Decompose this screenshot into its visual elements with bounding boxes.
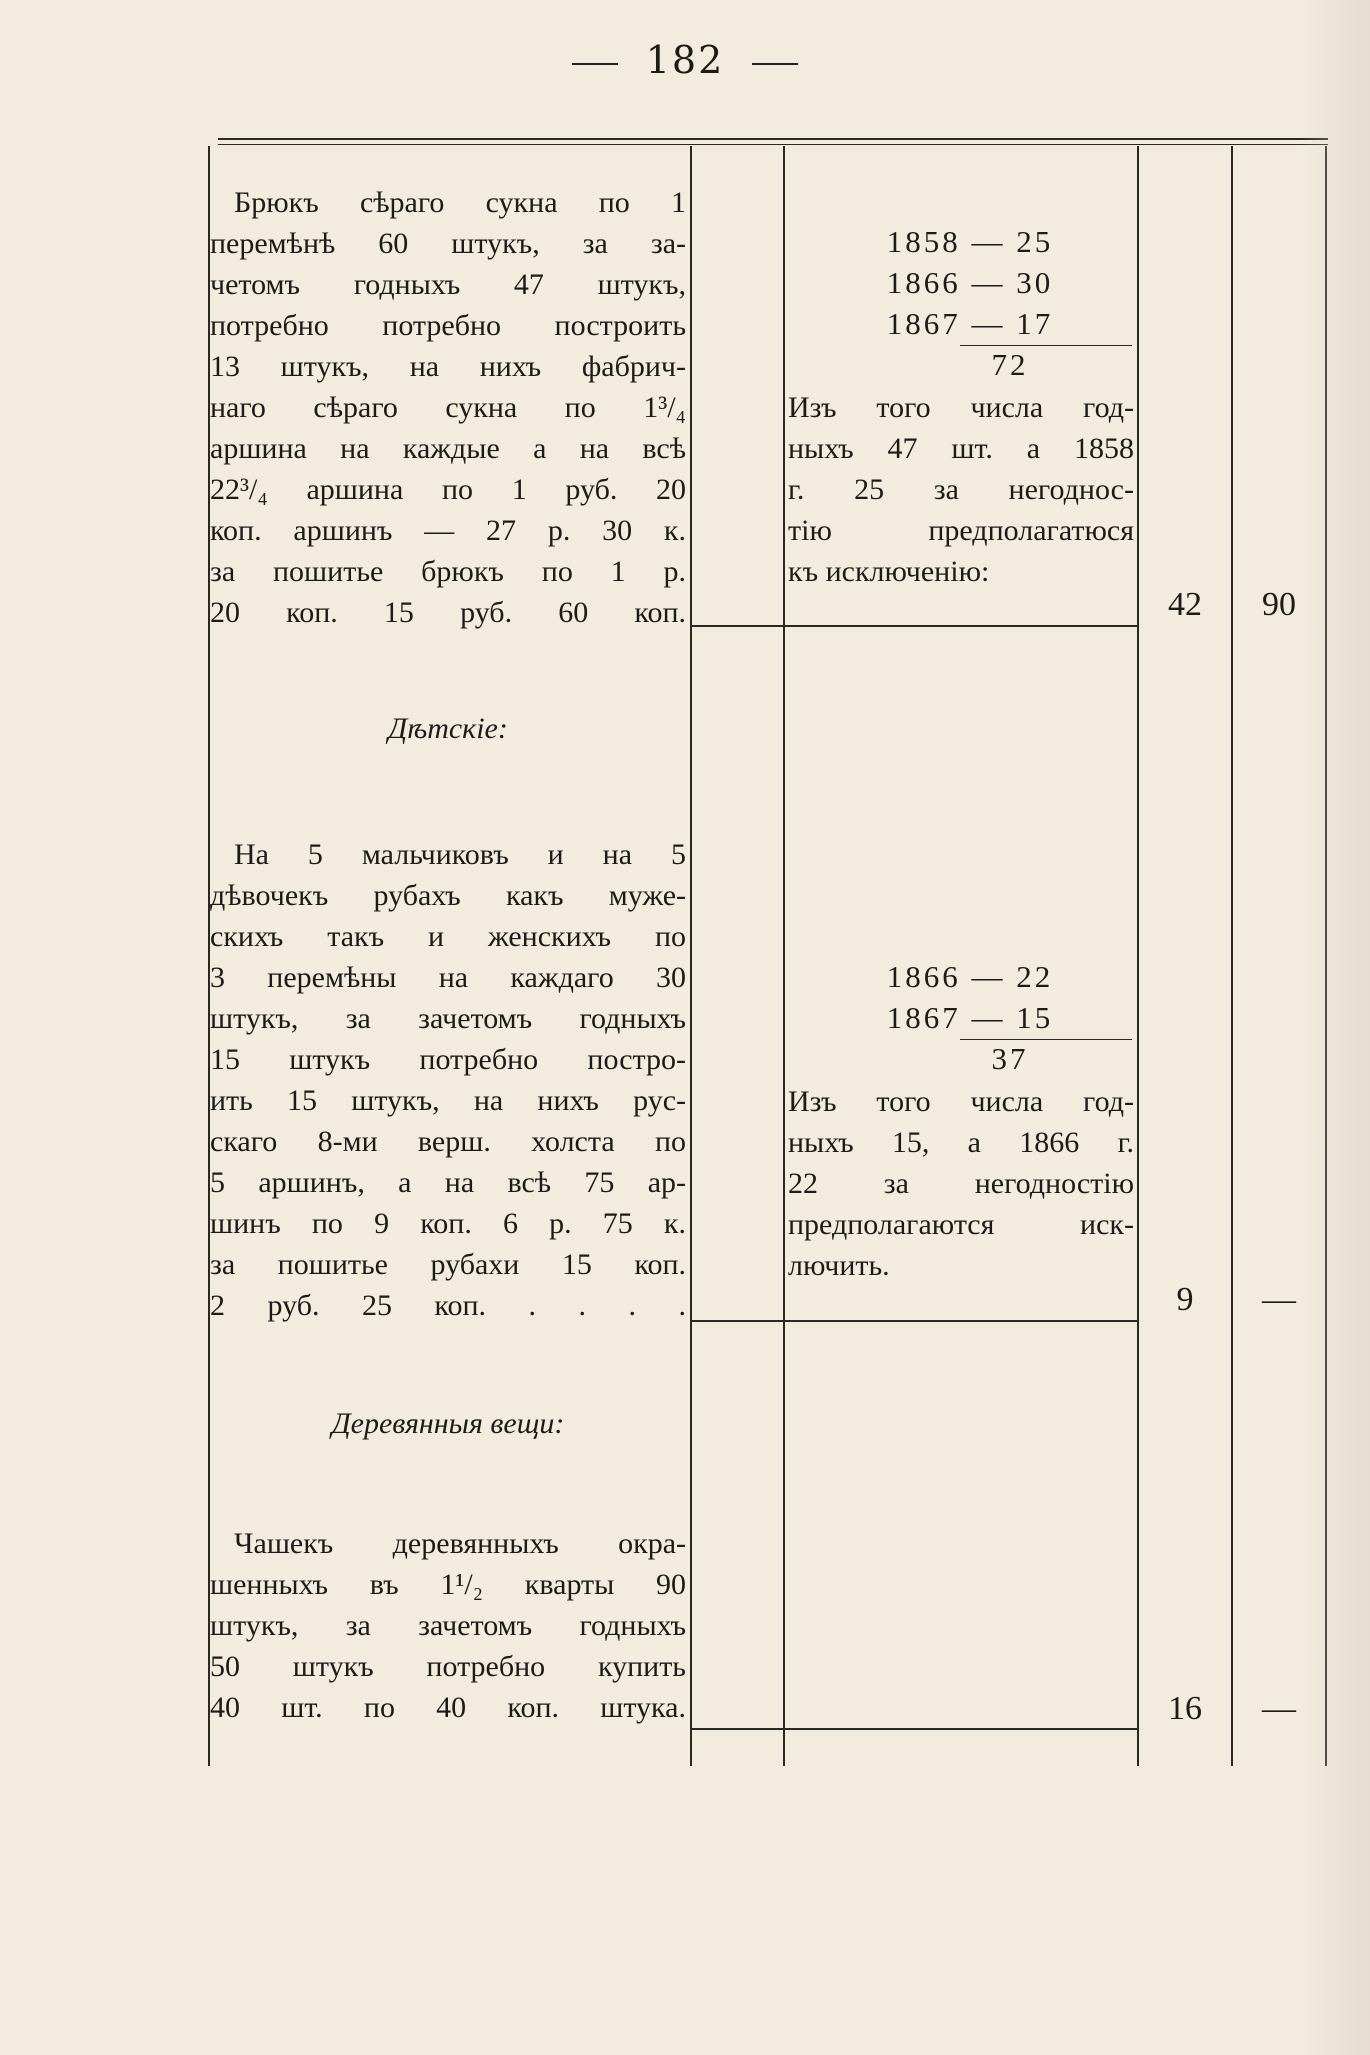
children-kopecks: — — [1262, 1281, 1296, 1318]
column-rule-desc — [690, 146, 692, 1766]
page-edge-shadow — [1300, 0, 1370, 2055]
wooden-description — [210, 1523, 686, 1728]
trousers-line: 20 коп. 15 руб. 60 коп. — [210, 596, 686, 629]
year-entry: 1867 — 15 — [886, 1000, 1054, 1035]
wooden-line: 50 штукъ потребно купить — [210, 1650, 686, 1683]
children-line: 2 руб. 25 коп. . . . . — [210, 1289, 686, 1322]
note-line: лючить. — [788, 1249, 890, 1282]
children-line: На 5 мальчиковъ и на 5 — [234, 838, 686, 871]
wooden-line: 40 шт. по 40 коп. штука. — [210, 1691, 686, 1724]
table-top-rule-2 — [218, 144, 1328, 145]
note-line: Изъ того числа год- — [788, 1085, 1134, 1118]
trousers-line: 13 штукъ, на нихъ фабрич- — [210, 350, 686, 383]
page-number: 182 — [645, 38, 725, 82]
children-line: дѣвочекъ рубахъ какъ муже- — [210, 879, 686, 912]
trousers-kopecks: 90 — [1262, 586, 1296, 623]
note-line: г. 25 за негоднос- — [788, 473, 1134, 506]
row-rule-2b — [783, 1320, 1137, 1322]
children-line: 5 аршинъ, а на всѣ 75 ар- — [210, 1166, 686, 1199]
trousers-line: аршина на каждые а на всѣ — [210, 432, 686, 465]
trousers-line: четомъ годныхъ 47 штукъ, — [210, 268, 686, 301]
year-entry: 1866 — 22 — [886, 959, 1054, 994]
column-rule-notes — [1137, 146, 1139, 1766]
wooden-line: шенныхъ въ 1¹/₂ кварты 90 — [210, 1568, 686, 1601]
year-total: 72 — [991, 347, 1029, 382]
row-rule-2a — [690, 1320, 784, 1322]
children-line: скихъ такъ и женскихъ по — [210, 920, 686, 953]
trousers-line: 22³/₄ аршина по 1 руб. 20 — [210, 473, 686, 506]
page-header — [0, 38, 1370, 82]
children-line: скаго 8-ми верш. холста по — [210, 1125, 686, 1158]
note-line: къ исключенію: — [788, 555, 990, 588]
note-line: ныхъ 47 шт. а 1858 — [788, 432, 1134, 465]
trousers-line: перемѣнѣ 60 штукъ, за за- — [210, 227, 686, 260]
trousers-line: наго сѣраго сукна по 1³/₄ — [210, 391, 686, 424]
trousers-years — [820, 221, 1120, 385]
trousers-note — [788, 387, 1134, 592]
children-line: шинъ по 9 коп. 6 р. 75 к. — [210, 1207, 686, 1240]
trousers-line: за пошитье брюкъ по 1 р. — [210, 555, 686, 588]
year-entry: 1866 — 30 — [886, 265, 1054, 300]
children-line: 15 штукъ потребно постро- — [210, 1043, 686, 1076]
note-line: 22 за негодностію — [788, 1167, 1134, 1200]
wooden-line: штукъ, за зачетомъ годныхъ — [210, 1609, 686, 1642]
children-note — [788, 1081, 1134, 1286]
children-line: ить 15 штукъ, на нихъ рус- — [210, 1084, 686, 1117]
column-rule-years — [783, 146, 785, 1766]
wooden-kopecks: — — [1262, 1690, 1296, 1727]
column-rule-rubles — [1231, 146, 1233, 1766]
row-rule-1a — [690, 625, 784, 627]
year-total: 37 — [991, 1041, 1029, 1076]
note-line: ныхъ 15, а 1866 г. — [788, 1126, 1134, 1159]
children-rubles: 9 — [1176, 1281, 1194, 1318]
wooden-rubles: 16 — [1168, 1690, 1202, 1727]
wooden-heading: Деревянныя вещи: — [331, 1407, 565, 1440]
trousers-line: потребно потребно построить — [210, 309, 686, 342]
children-line: за пошитье рубахи 15 коп. — [210, 1248, 686, 1281]
children-heading: Дѣтскіе: — [388, 712, 508, 745]
trousers-line: Брюкъ сѣраго сукна по 1 — [234, 186, 686, 219]
trousers-rubles: 42 — [1168, 586, 1202, 623]
children-line: 3 перемѣны на каждаго 30 — [210, 961, 686, 994]
trousers-line: коп. аршинъ — 27 р. 30 к. — [210, 514, 686, 547]
table-top-rule — [218, 138, 1328, 140]
note-line: Изъ того числа год- — [788, 391, 1134, 424]
children-line: штукъ, за зачетомъ годныхъ — [210, 1002, 686, 1035]
children-description — [210, 834, 686, 1326]
note-line: тію предполагатюся — [788, 514, 1134, 547]
row-rule-3a — [690, 1728, 784, 1730]
row-rule-1b — [783, 625, 1137, 627]
header-dash-left — [572, 63, 618, 65]
header-dash-right — [752, 63, 798, 65]
trousers-description — [210, 182, 686, 633]
year-entry: 1867 — 17 — [886, 306, 1054, 341]
wooden-line: Чашекъ деревянныхъ окра- — [234, 1527, 686, 1560]
year-entry: 1858 — 25 — [886, 224, 1054, 259]
children-years — [820, 956, 1120, 1079]
row-rule-3b — [783, 1728, 1137, 1730]
note-line: предполагаются иск- — [788, 1208, 1134, 1241]
